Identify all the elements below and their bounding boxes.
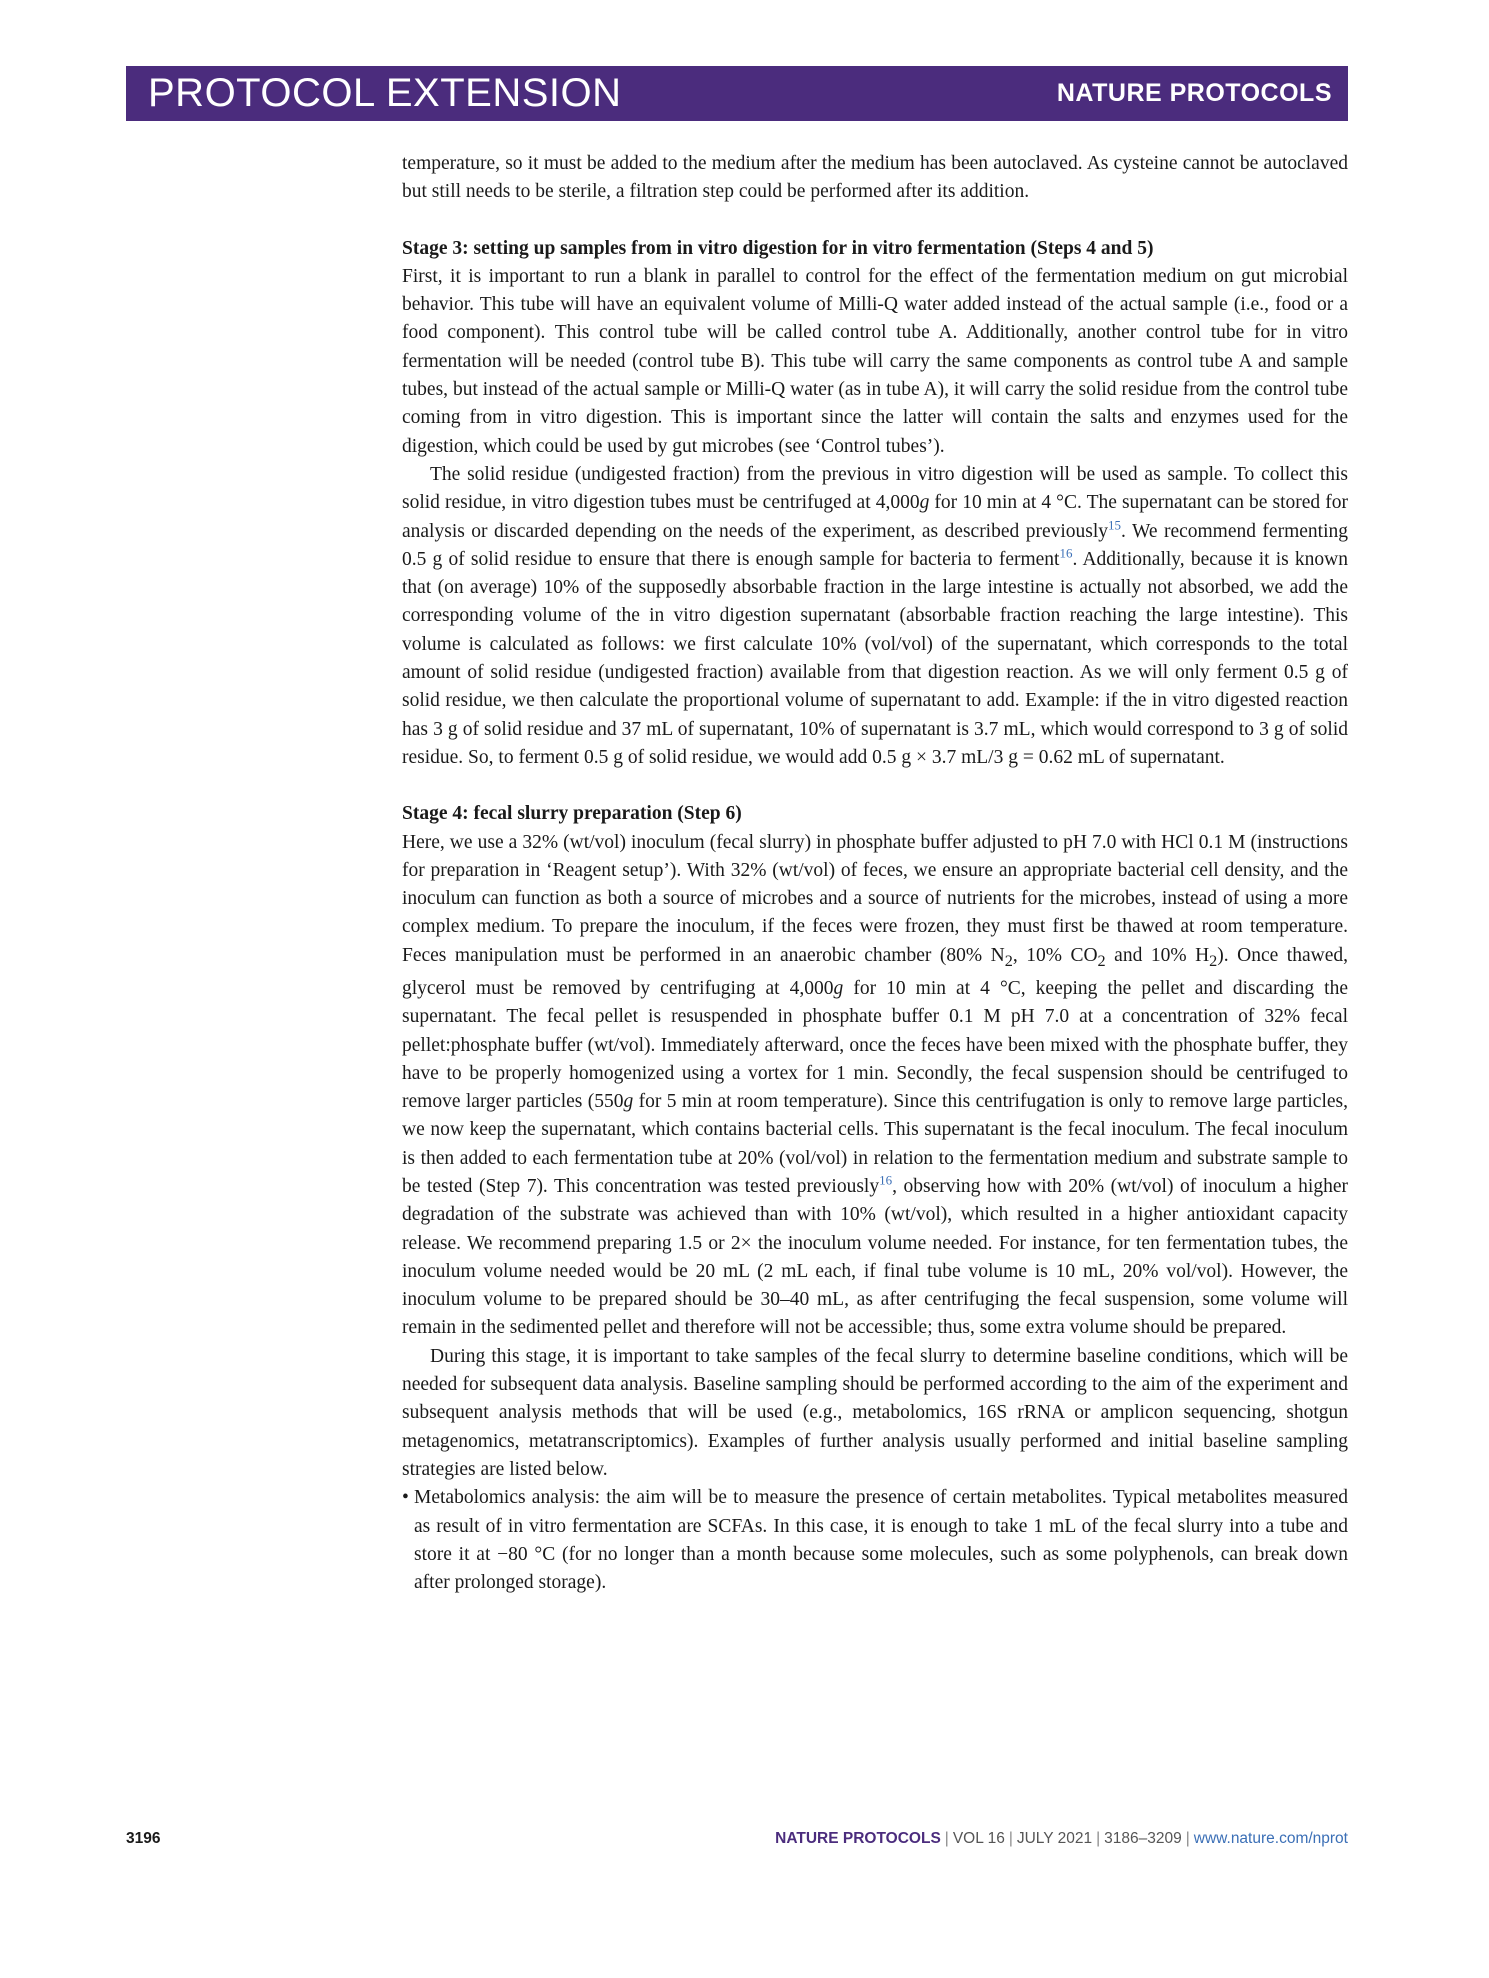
stage3-heading: Stage 3: setting up samples from in vitro digestion for in vitro fermentation (Steps 4 and 5) [402, 237, 1154, 259]
stage4-paragraph-2: During this stage, it is important to take samples of the fecal slurry to determine baseline conditions, which will be needed for subsequent data analysis. Baseline sampling should be performed according to the aim of the experiment and subsequent analysis methods that will be used (e.g., metabolomics, 16S rRNA or amplicon sequencing, shotgun metagenomics, metatranscriptomics). Examples of further analysis usually performed and initial baseline sampling strategies are listed below. [402, 1345, 1348, 1480]
citation-link[interactable]: 16 [879, 1172, 893, 1188]
section-gap [402, 207, 1348, 235]
footer-url[interactable]: www.nature.com/nprot [1193, 1830, 1348, 1847]
stage3-paragraph-1: First, it is important to run a blank in parallel to control for the effect of the fermentation medium on gut microbial behavior. This tube will have an equivalent volume of Milli-Q water added instead of the actual sample (i.e., food or a food component). This control tube will be called control tube A. Additionally, another control tube for in vitro fermentation will be needed (control tube B). This tube will carry the same components as control tube A and sample tubes, but instead of the actual sample or Milli-Q water (as in tube A), it will carry the solid residue from the control tube coming from in vitro digestion. This is important since the latter will contain the salts and enzymes used for the digestion, which could be used by gut microbes (see ‘Control tubes’). [402, 265, 1348, 457]
footer-date: JULY 2021 [1016, 1830, 1093, 1847]
bullet-icon: • [402, 1487, 409, 1509]
footer-citation: NATURE PROTOCOLS | VOL 16 | JULY 2021 | 3186–3209 | www.nature.com/nprot [775, 1830, 1348, 1847]
article-body [402, 150, 1348, 1597]
continued-paragraph: temperature, so it must be added to the medium after the medium has been autoclaved. As cysteine cannot be autoclaved but still needs to be sterile, a filtration step could be performed after its addition. [402, 153, 1348, 203]
list-item: • Metabolomics analysis: the aim will be to measure the presence of certain metabolites. Typical metabolites measured as result of in vitro fermentation are SCFAs. In this case, it is enough to take 1 mL of the fecal slurry into a tube and store it at −80 °C (for no longer than a month because some molecules, such as some polyphenols, can break down after prolonged storage). [402, 1484, 1348, 1597]
journal-label: NATURE PROTOCOLS [1056, 79, 1332, 107]
footer-volume: VOL 16 [952, 1830, 1005, 1847]
section-gap [402, 772, 1348, 800]
stage3-paragraph-2: The solid residue (undigested fraction) from the previous in vitro digestion will be used as sample. To collect this solid residue, in vitro digestion tubes must be centrifuged at 4,000g for 10 min at 4 °C. The supernatant can be stored for analysis or discarded depending on the needs of the experiment, as described previously$^{15}$. We recommend fermenting 0.5 g of solid residue to ensure that there is enough sample for bacteria to ferment$^{16}$. Additionally, because it is known that (on average) 10% of the supposedly absorbable fraction in the large intestine is actually not absorbed, we add the corresponding volume of the in vitro digestion supernatant (absorbable fraction reaching the large intestine). This volume is calculated as follows: we first calculate 10% (vol/vol) of the supernatant, which corresponds to the total amount of solid residue (undigested fraction) available from that digestion reaction. As we will only ferment 0.5 g of solid residue, we then calculate the proportional volume of supernatant to add. Example: if the in vitro digested reaction has 3 g of solid residue and 37 mL of supernatant, 10% of supernatant is 3.7 mL, which would correspond to 3 g of solid residue. So, to ferment 0.5 g of solid residue, we would add 0.5 g × 3.7 mL/3 g = 0.62 mL of supernatant. [402, 463, 1348, 768]
stage4-heading: Stage 4: fecal slurry preparation (Step 6) [402, 803, 742, 825]
analysis-list [402, 1484, 1348, 1597]
page-number: 3196 [126, 1830, 161, 1847]
footer-pages: 3186–3209 [1104, 1830, 1182, 1847]
footer-journal: NATURE PROTOCOLS [775, 1830, 941, 1847]
section-label: PROTOCOL EXTENSION [148, 71, 622, 115]
header-bar [126, 66, 1348, 121]
citation-link[interactable]: 16 [1059, 545, 1073, 561]
citation-link[interactable]: 15 [1108, 517, 1122, 533]
stage4-paragraph-1: Here, we use a 32% (wt/vol) inoculum (fecal slurry) in phosphate buffer adjusted to pH 7.0 with HCl 0.1 M (instructions for preparation in ‘Reagent setup’). With 32% (wt/vol) of feces, we ensure an appropriate bacterial cell density, and the inoculum can function as both a source of microbes and a source of nutrients for the microbes, instead of using a more complex medium. To prepare the inoculum, if the feces were frozen, they must first be thawed at room temperature. Feces manipulation must be performed in an anaerobic chamber (80% $N_2$, 10% $CO_2$ and 10% $H_2$). Once thawed, glycerol must be removed by centrifuging at 4,000g for 10 min at 4 °C, keeping the pellet and discarding the supernatant. The fecal pellet is resuspended in phosphate buffer 0.1 M pH 7.0 at a concentration of 32% fecal pellet:phosphate buffer (wt/vol). Immediately afterward, once the feces have been mixed with the phosphate buffer, they have to be properly homogenized using a vortex for 1 min. Secondly, the fecal suspension should be centrifuged to remove larger particles (550g for 5 min at room temperature). Since this centrifugation is only to remove large particles, we now keep the supernatant, which contains bacterial cells. This supernatant is the fecal inoculum. The fecal inoculum is then added to each fermentation tube at 20% (vol/vol) in relation to the fermentation medium and substrate sample to be tested (Step 7). This concentration was tested previously$^{16}$, observing how with 20% (wt/vol) of inoculum a higher degradation of the substrate was achieved than with 10% (wt/vol), which resulted in a higher antioxidant capacity release. We recommend preparing 1.5 or 2× the inoculum volume needed. For instance, for ten fermentation tubes, the inoculum volume needed would be 20 mL (2 mL each, if final tube volume is 10 mL, 20% vol/vol). However, the inoculum volume to be prepared should be 30–40 mL, as after centrifuging the fecal suspension, some volume will remain in the sedimented pellet and therefore will not be accessible; thus, some extra volume should be prepared. [402, 831, 1348, 1339]
